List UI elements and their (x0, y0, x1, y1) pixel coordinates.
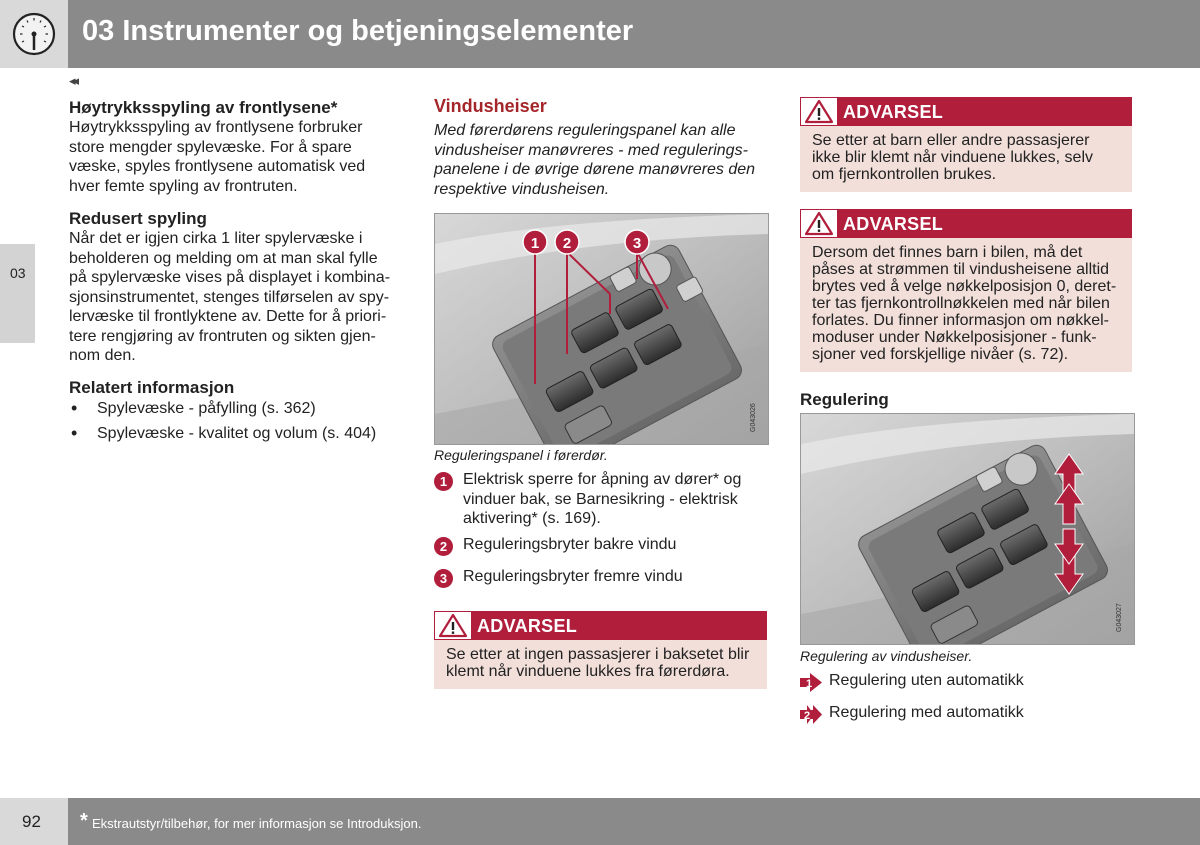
text-line: lervæske til frontlyktene av. Dette for å priori- (69, 308, 387, 325)
warning-icon-box (801, 98, 837, 125)
text-line: om fjernkontrollen brukes. (812, 166, 997, 183)
list-item-text (463, 470, 763, 529)
text-line: klemt når vinduene lukkes fra førerdøra. (446, 663, 730, 680)
heading-related-info: Relatert informasjon (69, 378, 235, 397)
section-intro (434, 121, 764, 199)
regulation-figure (800, 413, 1135, 645)
footnote-star: * (80, 810, 88, 832)
para-reduced-washing (69, 229, 390, 366)
figure-caption: Reguleringspanel i førerdør. (434, 447, 608, 463)
text-line: brytes ved å velge nøkkelposisjon 0, deret- (812, 278, 1117, 295)
warning-header (434, 611, 767, 640)
text-line: moduser under Nøkkelposisjoner - funk- (812, 329, 1097, 346)
figure-code: G043026 (750, 403, 757, 432)
heading-regulation: Regulering (800, 390, 889, 409)
text-line: påses at strømmen til vindusheisene alltid (812, 261, 1110, 278)
number-badge: 1 (434, 472, 453, 491)
list-item-text: Reguleringsbryter bakre vindu (463, 536, 677, 553)
section-title: Vindusheiser (434, 96, 547, 116)
text-line: sjonsinstrumentet, stenges tilførselen av spy- (69, 288, 390, 306)
warning-triangle-icon (801, 98, 837, 125)
number-badge: 2 (434, 537, 453, 556)
text-line: nom den. (69, 347, 136, 364)
page-number: 92 (22, 812, 41, 831)
text-line: Se etter at ingen passasjerer i baksetet blir (446, 646, 750, 663)
figure-caption: Regulering av vindusheiser. (800, 648, 973, 664)
para-headlamp-washing (69, 118, 365, 196)
list-item-text: Reguleringsbryter fremre vindu (463, 568, 683, 585)
text-line: Se etter at barn eller andre passasjerer (812, 132, 1090, 149)
warning-body (434, 640, 767, 689)
related-link[interactable]: • Spylevæske - påfylling (s. 362) (69, 399, 376, 419)
text-line: Dersom det finnes barn i bilen, må det (812, 244, 1083, 261)
heading-reduced-washing: Redusert spyling (69, 209, 207, 228)
number-badge: 3 (434, 569, 453, 588)
single-arrow-icon (800, 673, 822, 692)
warning-triangle-icon (435, 612, 471, 639)
list-item-text: Regulering uten automatikk (829, 672, 1024, 689)
heading-headlamp-washing: Høytrykksspyling av frontlysene* (69, 98, 338, 117)
warning-body (800, 126, 1132, 192)
double-arrow-icon (800, 705, 822, 724)
text-line: hver femte spyling av frontruten. (69, 177, 298, 195)
figure-code: G043027 (1116, 603, 1123, 632)
callout-label: 1 (530, 235, 540, 252)
text-line: Høytrykksspyling av frontlysene forbruker (69, 119, 363, 136)
text-line: panelene i de øvrige dørene manøvreres den (434, 161, 756, 178)
text-line: Når det er igjen cirka 1 liter spylervæske i (69, 230, 363, 247)
control-panel-figure (434, 213, 769, 445)
warning-icon-box (435, 612, 471, 639)
text-line: vinduer bak, se Barnesikring - elektrisk (463, 490, 738, 508)
regulation-illustration (801, 414, 1134, 644)
text-line: beholderen og melding om at man skal fylle (69, 249, 378, 267)
text-line: vindusheiser manøvreres - med regulerings- (434, 141, 748, 159)
control-panel-illustration (435, 214, 768, 444)
text-line: på spylervæske vises på displayet i kombina- (69, 269, 391, 286)
chapter-title: 03 Instrumenter og betjeningselementer (82, 15, 634, 47)
text-line: respektive vindusheisen. (434, 180, 610, 198)
warning-header (800, 97, 1132, 126)
text-line: aktivering* (s. 169). (463, 510, 601, 527)
warning-icon-box (801, 210, 837, 237)
text-line: væske, spyles frontlysene automatisk ved (69, 158, 366, 175)
callout-label: 3 (632, 235, 642, 252)
list-item (800, 671, 1130, 693)
list-item (434, 567, 764, 589)
warning-label: ADVARSEL (843, 102, 944, 122)
callout-label: 2 (562, 235, 572, 252)
warning-label: ADVARSEL (477, 616, 578, 636)
chapter-tab[interactable] (0, 244, 35, 343)
speedometer-icon (12, 12, 56, 56)
text-line: sjoner ved forskjellige nivåer (s. 72). (812, 346, 1069, 363)
list-item (800, 703, 1130, 725)
list-item (434, 535, 764, 557)
text-line: ikke blir klemt når vinduene lukkes, selv (812, 149, 1094, 166)
text-line: tere rengjøring av frontruten og sikten gjen- (69, 327, 376, 345)
arrow-number: 1 (806, 678, 813, 690)
warning-triangle-icon (801, 210, 837, 237)
text-line: forlates. Du finner informasjon om nøkkel- (812, 312, 1109, 329)
text-line: store mengder spylevæske. For å spare (69, 138, 352, 156)
list-item-text: Regulering med automatikk (829, 704, 1024, 721)
related-links-list (69, 399, 376, 448)
warning-label: ADVARSEL (843, 214, 944, 234)
text-line: Elektrisk sperre for åpning av dører* og (463, 471, 742, 488)
warning-header (800, 209, 1132, 238)
warning-body (800, 238, 1132, 372)
text-line: ter tas fjernkontrollnøkkelen med når bilen (812, 295, 1110, 312)
text-line: Med førerdørens reguleringspanel kan alle (434, 122, 736, 139)
arrow-number: 2 (804, 710, 811, 722)
footnote-text: Ekstrautstyr/tilbehør, for mer informasjon se Introduksjon. (92, 816, 422, 831)
chapter-tab-number: 03 (10, 265, 26, 281)
related-link[interactable]: • Spylevæske - kvalitet og volum (s. 404) (69, 424, 376, 444)
back-nav-icon[interactable]: ◂◂ (69, 73, 77, 88)
list-item (434, 470, 764, 530)
